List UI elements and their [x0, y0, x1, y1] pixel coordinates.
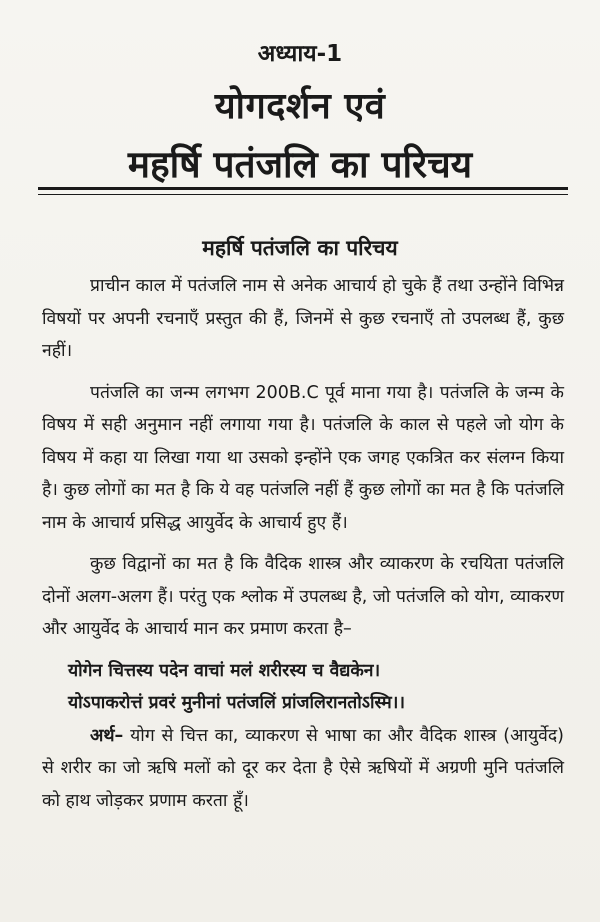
body-text — [42, 270, 564, 826]
section-heading: महर्षि पतंजलि का परिचय — [202, 236, 398, 260]
title-line-1: योगदर्शन एवं — [214, 86, 386, 127]
verse-line-2: योऽपाकरोत्तं प्रवरं मुनीनां पतंजलिं प्रांजलिरानतोऽस्मि।। — [68, 693, 406, 713]
paragraph-3: कुछ विद्वानों का मत है कि वैदिक शास्त्र और व्याकरण के रचयिता पतंजलि दोनों अलग-अलग हैं। परंतु एक श्लोक में उपलब्ध है, जो पतंजलि को योग, व्याकरण और आयुर्वेद के आचार्य मान कर प्रमाण करता है– — [42, 554, 564, 639]
title-rule-thin — [38, 194, 568, 195]
verse-line-1: योगेन चित्तस्य पदेन वाचां मलं शरीरस्य च वैद्यकेन। — [68, 660, 381, 681]
title-line-2: महर्षि पतंजलि का परिचय — [127, 143, 473, 186]
meaning-label: अर्थ– — [90, 725, 124, 746]
chapter-label: अध्याय-1 — [257, 41, 343, 67]
paragraph-2: पतंजलि का जन्म लगभग 200B.C पूर्व माना गया है। पतंजलि के जन्म के विषय में सही अनुमान नहीं लगाया गया है। पतंजलि के काल से पहले जो योग के विषय में कहा या लिखा गया था उसको इन्होंने एक जगह एकत्रित कर संलग्न किया है। कुछ लोगों का मत है कि ये वह पतंजलि नहीं हैं कुछ लोगों का मत है कि पतंजलि नाम के आचार्य प्रसिद्ध आयुर्वेद के आचार्य हुए हैं। — [42, 382, 564, 533]
title-rule-thick — [38, 187, 568, 190]
paragraph-1: प्राचीन काल में पतंजलि नाम से अनेक आचार्य हो चुके हैं तथा उन्होंने विभिन्न विषयों पर अपनी रचनाएँ प्रस्तुत की हैं, जिनमें से कुछ रचनाएँ तो उपलब्ध हैं, कुछ नहीं। — [42, 276, 564, 361]
meaning-text: योग से चित्त का, व्याकरण से भाषा का और वैदिक शास्त्र (आयुर्वेद) से शरीर का जो ऋषि मलों को दूर कर देता है ऐसे ऋषियों में अग्रणी मुनि पतंजलि को हाथ जोड़कर प्रणाम करता हूँ। — [42, 725, 564, 811]
meaning-paragraph — [42, 720, 564, 818]
sanskrit-verse — [42, 655, 564, 720]
